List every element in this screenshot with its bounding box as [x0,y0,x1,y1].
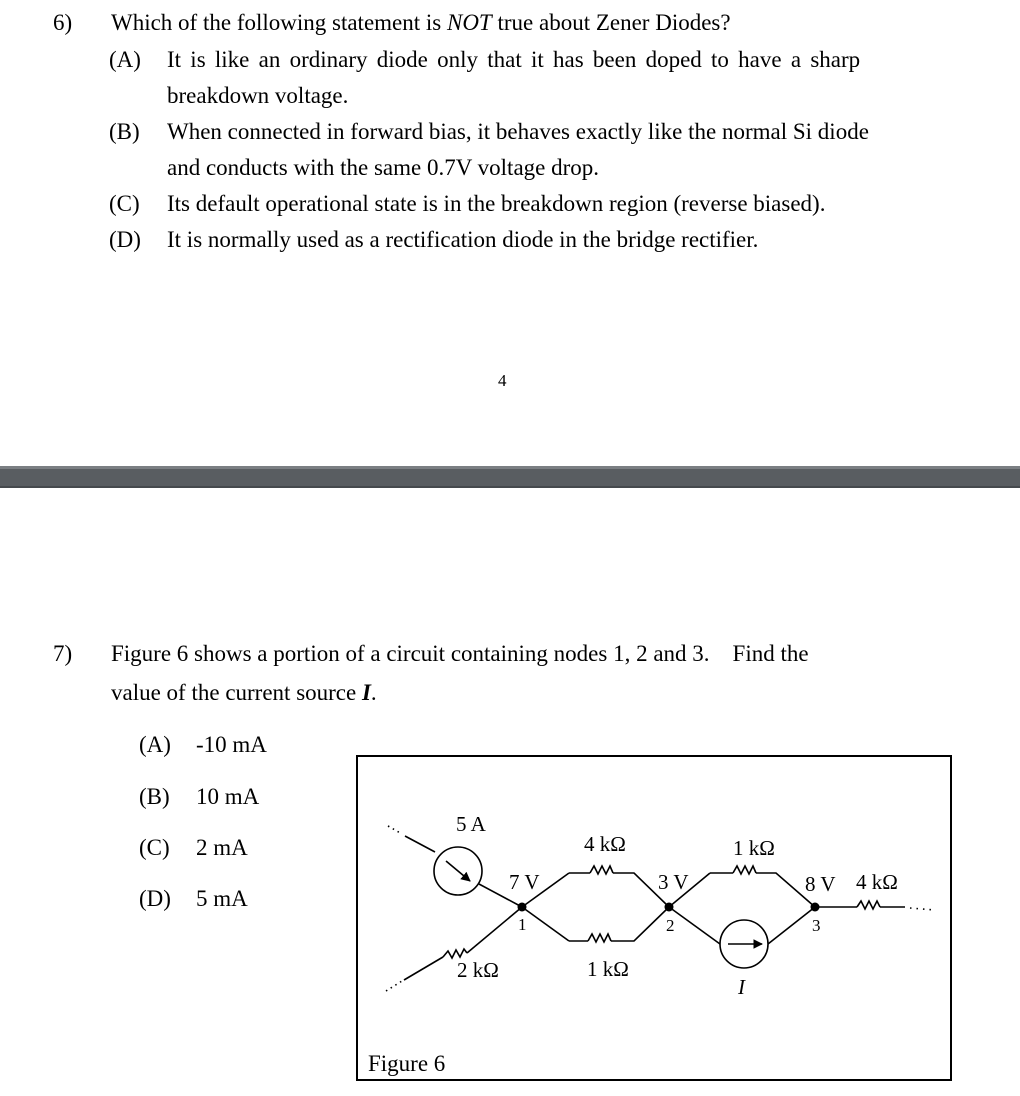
label-8v: 8 V [805,872,836,896]
lead-top-left [388,826,402,834]
option-c-label: (C) [109,191,140,216]
label-current-i: I [738,975,745,999]
question-6-text-after: true about Zener Diodes? [491,10,731,35]
wire-topleft [405,836,435,852]
option-a-line1: It is like an ordinary diode only that it has been doped to have a sharp [167,47,861,72]
wire-node2-i [669,907,720,944]
wire-2k-node1 [467,907,522,953]
resistor-1k-top [710,866,756,874]
question-6-emphasis: NOT [446,10,492,35]
node-2-dot [665,903,674,912]
answer-c-label: (C) [139,835,170,860]
answer-b-value: 10 mA [196,784,260,809]
label-1k-bottom: 1 kΩ [587,957,629,981]
label-3v: 3 V [658,870,689,894]
option-b-label: (B) [109,119,140,144]
label-2k: 2 kΩ [457,958,499,982]
label-node-2: 2 [666,916,675,935]
option-b-line1: When connected in forward bias, it behaves exactly like the normal Si diode [167,119,869,144]
label-5a: 5 A [456,812,486,836]
option-d-line1: It is normally used as a rectification diode in the bridge rectifier. [167,227,759,252]
question-7-line2-after: . [370,680,377,705]
option-b-line2: and conducts with the same 0.7V voltage drop. [167,155,600,180]
label-4k: 4 kΩ [584,832,626,856]
wire-1k-node2 [611,907,669,941]
question-7-line1: Figure 6 shows a portion of a circuit containing nodes 1, 2 and 3. Find the [111,641,809,666]
question-7-line2-before: value of the current source [111,680,362,705]
label-7v: 7 V [509,870,540,894]
wire-2k-out [404,957,443,980]
label-4k-right: 4 kΩ [856,870,898,894]
node-1-dot [518,903,527,912]
answer-b-label: (B) [139,784,170,809]
arrow-5a [446,861,470,881]
option-c-line1: Its default operational state is in the breakdown region (reverse biased). [167,191,826,216]
answer-d-value: 5 mA [196,886,248,911]
resistor-4k-right [857,901,880,909]
page-number: 4 [498,371,507,390]
label-node-1: 1 [518,915,527,934]
label-1k-top: 1 kΩ [733,836,775,860]
option-d-label: (D) [109,227,141,252]
question-6-text-before: Which of the following statement is [111,10,447,35]
question-7-number: 7) [53,641,73,666]
label-node-3: 3 [812,916,821,935]
option-a-label: (A) [109,47,141,72]
node-3-dot [811,903,820,912]
lead-right [910,908,935,910]
current-variable: I [361,680,371,705]
answer-a-label: (A) [139,732,171,757]
option-a-line2: breakdown voltage. [167,83,349,108]
figure-6-caption: Figure 6 [368,1051,446,1076]
answer-d-label: (D) [139,886,171,911]
wire-i-node3 [768,907,815,944]
resistor-2k [443,949,467,958]
question-6-number: 6) [53,10,73,35]
answer-a-value: -10 mA [196,732,267,757]
resistor-4k [569,866,613,874]
resistor-1k-bottom [569,934,611,942]
lead-bottom-left [386,981,402,991]
wire-node1-1k [522,907,569,941]
answer-c-value: 2 mA [196,835,248,860]
